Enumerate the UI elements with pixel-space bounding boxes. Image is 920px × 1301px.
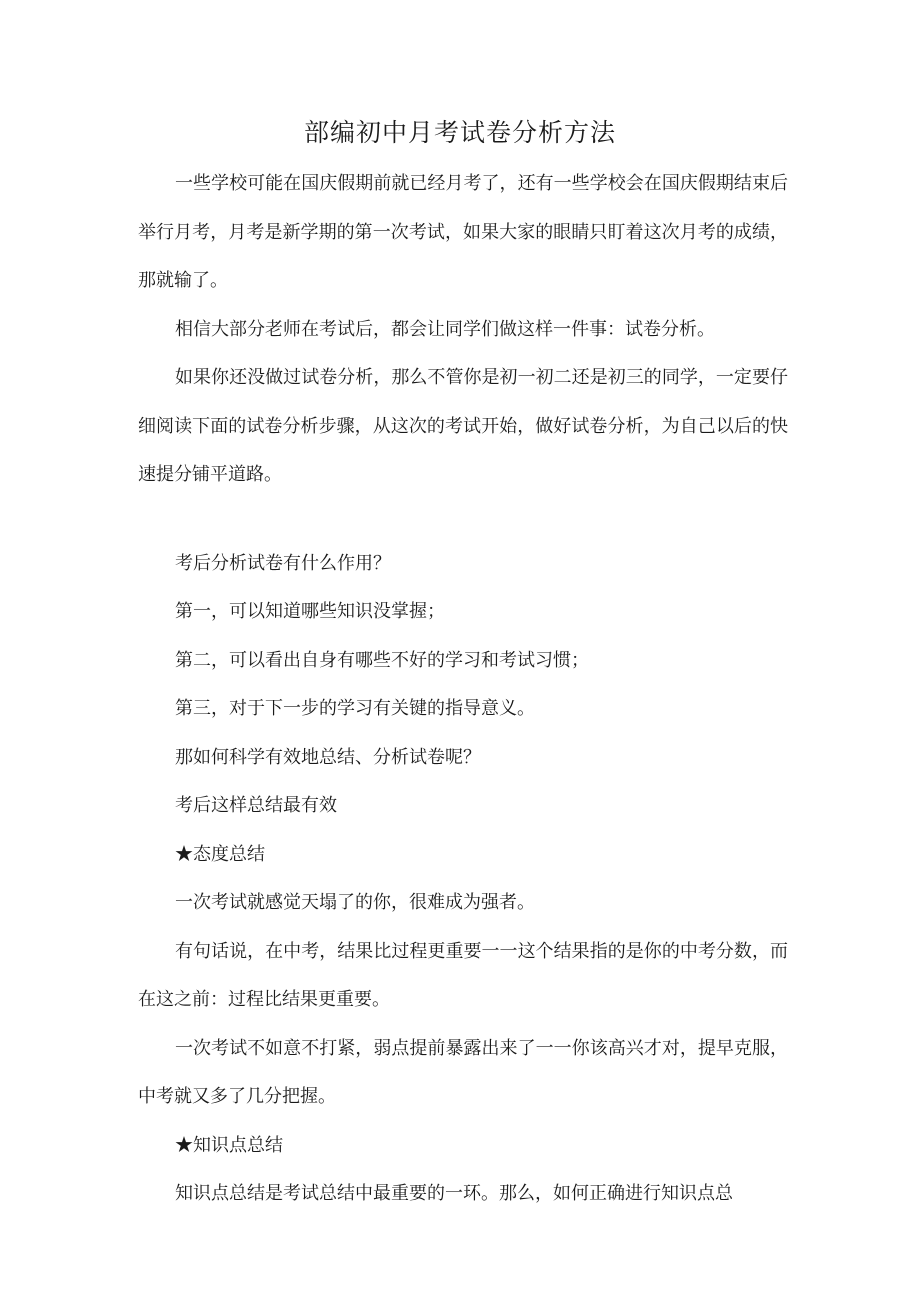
- paragraph-knowledge: 知识点总结是考试总结中最重要的一环。那么，如何正确进行知识点总: [175, 1183, 733, 1204]
- paragraph-process: 有句话说，在中考，结果比过程更重要一一这个结果指的是你的中考分数，而在这之前：过程比结果更重要。: [138, 940, 788, 1010]
- document-body: [138, 160, 788, 1219]
- paragraph-teacher: 相信大部分老师在考试后，都会让同学们做这样一件事：试卷分析。: [175, 318, 715, 340]
- paragraph-intro: 一些学校可能在国庆假期前就已经月考了，还有一些学校会在国庆假期结束后举行月考，月考是新学期的第一次考试，如果大家的眼睛只盯着这次月考的成绩，那就输了。: [138, 173, 788, 291]
- paragraph-how: 那如何科学有效地总结、分析试卷呢？: [175, 746, 481, 768]
- paragraph-strong: 一次考试就感觉天塌了的你，很难成为强者。: [175, 892, 535, 913]
- paragraph-point-2: 第二，可以看出自身有哪些不好的学习和考试习惯；: [175, 649, 589, 671]
- heading-knowledge: ★知识点总结: [175, 1134, 283, 1156]
- section-gap: [138, 500, 788, 540]
- paragraph-point-1: 第一，可以知道哪些知识没掌握；: [175, 601, 445, 622]
- paragraph-question: 考后分析试卷有什么作用？: [175, 552, 391, 574]
- paragraph-point-3: 第三，对于下一步的学习有关键的指导意义。: [175, 698, 535, 719]
- paragraph-weakness: 一次考试不如意不打紧，弱点提前暴露出来了一一你该高兴才对，提早克服，中考就又多了几分把握。: [138, 1037, 788, 1107]
- paragraph-advice: 如果你还没做过试卷分析，那么不管你是初一初二还是初三的同学，一定要仔细阅读下面的试卷分析步骤，从这次的考试开始，做好试卷分析，为自己以后的快速提分铺平道路。: [138, 367, 788, 485]
- heading-attitude: ★态度总结: [175, 843, 265, 865]
- paragraph-effective: 考后这样总结最有效: [175, 795, 337, 816]
- document-title: 部编初中月考试卷分析方法: [303, 118, 616, 147]
